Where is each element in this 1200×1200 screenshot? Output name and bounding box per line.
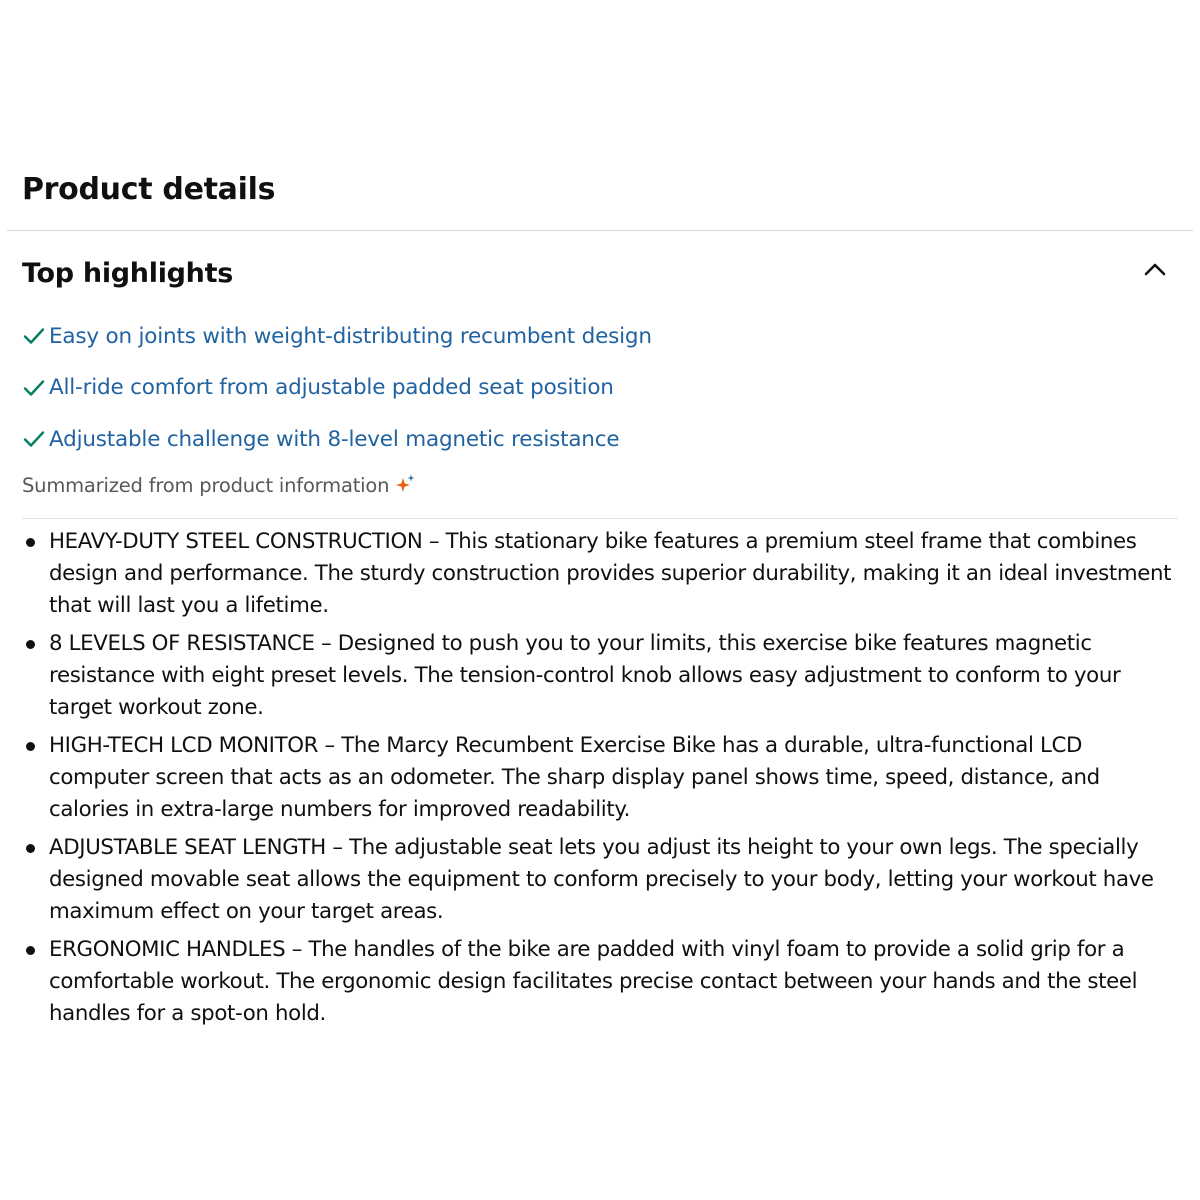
highlight-item — [22, 421, 652, 457]
summary-note-text: Summarized from product information — [22, 474, 390, 497]
section-divider — [7, 230, 1193, 231]
sparkle-icon — [394, 473, 416, 495]
highlight-text: All-ride comfort from adjustable padded seat position — [49, 375, 614, 400]
feature-item — [22, 526, 1182, 622]
check-icon — [22, 376, 46, 400]
highlight-item — [22, 370, 652, 406]
check-icon — [22, 427, 46, 451]
highlights-list — [22, 318, 652, 473]
highlight-text: Easy on joints with weight-distributing recumbent design — [49, 323, 652, 349]
bullet-icon — [26, 742, 35, 751]
bullet-icon — [26, 844, 35, 853]
page-title: Product details — [22, 172, 276, 207]
feature-text: HEAVY-DUTY STEEL CONSTRUCTION – This stationary bike features a premium steel frame that combines design and performance. The sturdy construction provides superior durability, making it an ideal investment that will last you a lifetime. — [49, 529, 1172, 618]
top-highlights-title: Top highlights — [22, 258, 233, 289]
chevron-up-icon — [1144, 262, 1166, 276]
feature-bullets — [22, 526, 1182, 1036]
highlight-text: Adjustable challenge with 8-level magnetic resistance — [49, 426, 620, 452]
feature-item — [22, 628, 1182, 724]
summary-divider — [22, 518, 1178, 519]
highlight-item — [22, 318, 652, 354]
feature-item — [22, 730, 1182, 826]
collapse-highlights-button[interactable] — [1138, 254, 1172, 284]
summary-note — [22, 472, 416, 500]
feature-text: ERGONOMIC HANDLES – The handles of the bike are padded with vinyl foam to provide a solid grip for a comfortable workout. The ergonomic design facilitates precise contact between your hands and the steel handles for a spot-on hold. — [49, 937, 1138, 1026]
bullet-icon — [26, 946, 35, 955]
feature-text: ADJUSTABLE SEAT LENGTH – The adjustable seat lets you adjust its height to your own legs. The specially designed movable seat allows the equipment to conform precisely to your body, letting your workout have maximum effect on your target areas. — [49, 835, 1154, 924]
feature-item — [22, 934, 1182, 1030]
bullet-icon — [26, 640, 35, 649]
feature-text: 8 LEVELS OF RESISTANCE – Designed to push you to your limits, this exercise bike features magnetic resistance with eight preset levels. The tension-control knob allows easy adjustment to conform to your target workout zone. — [49, 631, 1121, 720]
bullet-icon — [26, 538, 35, 547]
check-icon — [22, 324, 46, 348]
feature-text: HIGH-TECH LCD MONITOR – The Marcy Recumbent Exercise Bike has a durable, ultra-functional LCD computer screen that acts as an odometer. The sharp display panel shows time, speed, distance, and calories in extra-large numbers for improved readability. — [49, 733, 1100, 822]
feature-item — [22, 832, 1182, 928]
